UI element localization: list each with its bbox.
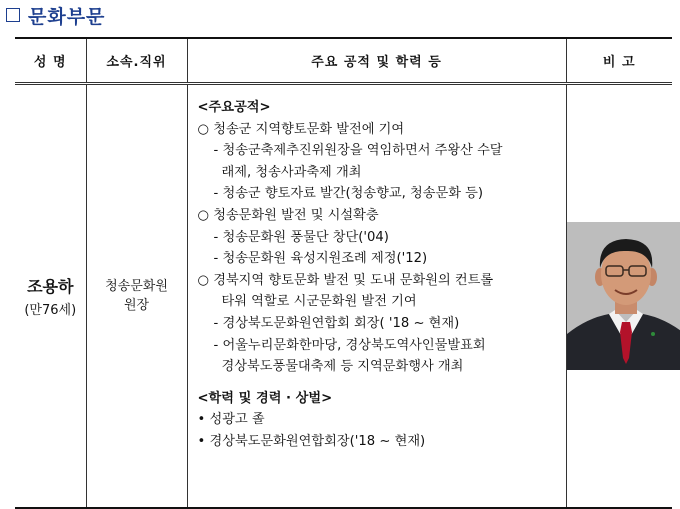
achievement-line: - 경상북도문화원연합회 회장( '18 ~ 현재): [188, 313, 566, 335]
education-line: • 경상북도문화원연합회장('18 ~ 현재): [188, 431, 566, 453]
name-cell: [15, 84, 86, 509]
header-name: 성 명: [15, 38, 86, 84]
checkbox-icon: [6, 8, 20, 22]
education-title: <학력 및 경력 · 상벌>: [188, 388, 566, 410]
portrait-illustration: [567, 222, 680, 370]
person-age: (만76세): [16, 299, 85, 318]
achievement-line: 경상북도풍물대축제 등 지역문화행사 개최: [188, 356, 566, 378]
achievement-line: - 어울누리문화한마당, 경상북도역사인물발표회: [188, 335, 566, 357]
table-row: [15, 84, 672, 509]
portrait-photo: [567, 222, 680, 370]
achievement-line: - 청송문화원 육성지원조례 제정('12): [188, 248, 566, 270]
achievement-line: ○ 청송군 지역향토문화 발전에 기여: [188, 119, 566, 141]
achievement-line: - 청송군축제추진위원장을 역임하면서 주왕산 수달: [188, 140, 566, 162]
header-achievements: 주요 공적 및 학력 등: [187, 38, 566, 84]
remarks-cell: [566, 84, 672, 509]
achievement-line: - 청송문화원 풍물단 창단('04): [188, 227, 566, 249]
education-line: • 성광고 졸: [188, 409, 566, 431]
affiliation-text: 청송문화원: [88, 277, 186, 296]
affiliation-cell: [86, 84, 187, 509]
table-header-row: [15, 38, 672, 84]
achievements-cell: [187, 84, 566, 509]
award-table: [15, 37, 672, 509]
header-affiliation: 소속.직위: [86, 38, 187, 84]
section-heading: [6, 2, 105, 28]
person-name: 조용하: [16, 274, 85, 297]
achievement-line: ○ 청송문화원 발전 및 시설확충: [188, 205, 566, 227]
section-title: 문화부문: [28, 2, 105, 29]
header-remarks: 비 고: [566, 38, 672, 84]
achievement-line: 타워 역할로 시군문화원 발전 기여: [188, 291, 566, 313]
achievements-title: <주요공적>: [188, 97, 566, 119]
achievement-line: - 청송군 향토자료 발간(청송향교, 청송문화 등): [188, 183, 566, 205]
achievement-line: ○ 경북지역 향토문화 발전 및 도내 문화원의 컨트롤: [188, 270, 566, 292]
achievement-line: 래제, 청송사과축제 개최: [188, 162, 566, 184]
position-text: 원장: [88, 296, 186, 315]
